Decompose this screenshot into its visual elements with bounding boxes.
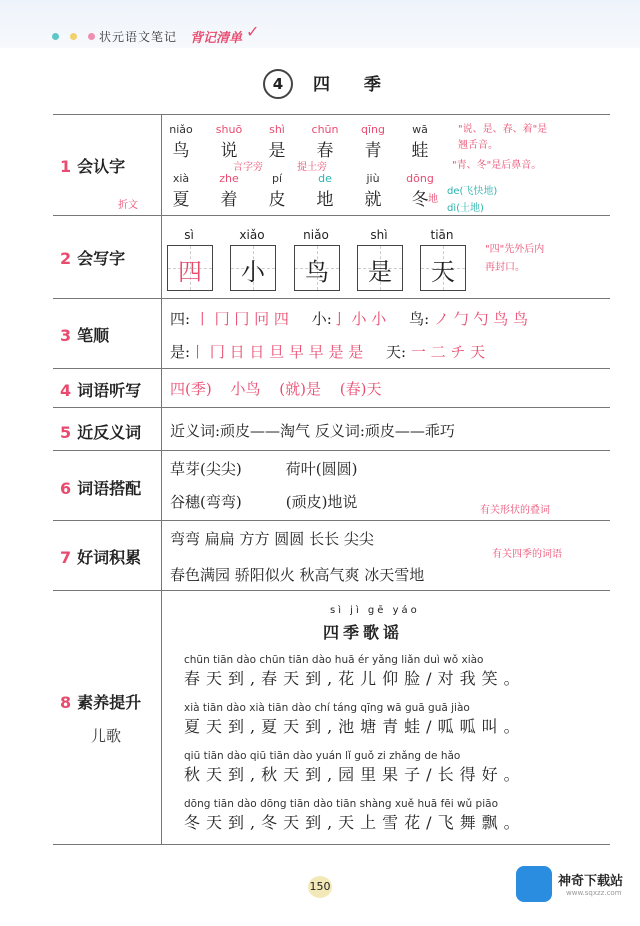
cube-logo-icon: [516, 866, 552, 902]
annotation: 言字旁: [233, 162, 263, 173]
lesson-number: 4: [263, 69, 293, 99]
annotation: "四"先外后内: [485, 244, 545, 255]
pinyin: qīng: [361, 123, 385, 136]
pinyin: niǎo: [303, 228, 329, 242]
annotation: 有关四季的词语: [492, 549, 562, 560]
section-label-7: 7 好词积累: [60, 548, 142, 567]
pinyin: xiǎo: [239, 228, 265, 242]
check-icon: ✓: [246, 22, 260, 41]
pinyin: niǎo: [169, 123, 193, 136]
dot-icon: [52, 33, 59, 40]
table-column-divider: [161, 114, 162, 844]
pinyin: wā: [412, 123, 428, 136]
pinyin: chūn: [311, 123, 339, 136]
poem-pinyin: xià tiān dào xià tiān dào chí táng qīng wā guā guā jiào: [184, 702, 470, 714]
writing-box: 天: [420, 245, 466, 291]
pinyin: sì: [184, 228, 194, 242]
poem-line: 春天到,春天到,花儿仰脸/对我笑。: [184, 669, 526, 688]
pinyin: dōng: [406, 172, 434, 185]
poem-pinyin: qiū tiān dào qiū tiān dào yuán lǐ guǒ zi zhǎng de hǎo: [184, 750, 461, 762]
watermark-url: www.sqxzz.com: [566, 889, 622, 897]
table-border: [53, 844, 610, 845]
annotation: 翘舌音。: [458, 140, 498, 151]
section-label-4: 4 词语听写: [60, 381, 142, 400]
poem-title-pinyin: sì jì gē yáo: [330, 605, 420, 616]
hanzi: 地: [316, 190, 334, 210]
pinyin: de: [318, 172, 332, 185]
writing-box: 四: [167, 245, 213, 291]
section-label-1: 1 会认字: [60, 157, 126, 176]
annotation: "青、冬"是后鼻音。: [452, 160, 542, 171]
synonym-row: 近义词:顽皮——淘气 反义词:顽皮——乖巧: [170, 422, 455, 440]
pinyin: tiān: [430, 228, 454, 242]
dot-icon: [88, 33, 95, 40]
pinyin: shì: [370, 228, 388, 242]
annotation: 地: [428, 194, 438, 205]
annotation: de(飞快地): [447, 186, 498, 197]
hanzi: 鸟: [172, 141, 190, 161]
pinyin: jiù: [366, 172, 380, 185]
hanzi: 蛙: [411, 141, 429, 161]
section-label-3: 3 笔顺: [60, 326, 110, 345]
annotation: 有关形状的叠词: [480, 505, 550, 516]
annotation: 折文: [118, 200, 138, 211]
writing-box: 鸟: [294, 245, 340, 291]
dictation-row: 四(季) 小鸟 (就)是 (春)天: [170, 380, 382, 398]
section-sublabel: 儿歌: [91, 727, 122, 745]
brand-name: 状元语文笔记: [99, 30, 178, 44]
collocation-row: 谷穗(弯弯) (顽皮)地说: [170, 493, 358, 511]
table-divider: [53, 215, 610, 216]
stroke-order-row: 四: 丨 冂 冂 冋 四 小:亅 小 小 鸟: ノ 勹 勺 鸟 鸟: [170, 310, 529, 328]
hanzi: 说: [220, 141, 238, 161]
lesson-title: 四 季: [313, 75, 395, 95]
pinyin: shì: [269, 123, 285, 136]
collocation-row: 草芽(尖尖) 荷叶(圆圆): [170, 460, 358, 478]
writing-box: 是: [357, 245, 403, 291]
pinyin: pí: [271, 172, 283, 185]
section-label-2: 2 会写字: [60, 249, 126, 268]
hanzi: 冬: [411, 190, 429, 210]
section-label-5: 5 近反义词: [60, 423, 142, 442]
table-border: [53, 114, 610, 115]
section-label-8: 8 素养提升: [60, 693, 142, 712]
poem-line: 夏天到,夏天到,池塘青蛙/呱呱叫。: [184, 717, 526, 736]
poem-title: 四季歌谣: [323, 623, 404, 642]
hanzi: 就: [364, 190, 382, 210]
pinyin: xià: [172, 172, 190, 185]
section-tag: 背记清单: [190, 31, 243, 46]
annotation: "说、是、春、着"是: [458, 124, 548, 135]
table-divider: [53, 590, 610, 591]
word-row: 弯弯 扁扁 方方 圆圆 长长 尖尖: [170, 530, 374, 548]
writing-box: 小: [230, 245, 276, 291]
hanzi: 青: [364, 141, 382, 161]
hanzi: 皮: [268, 190, 286, 210]
poem-line: 冬天到,冬天到,天上雪花/飞舞飘。: [184, 813, 526, 832]
poem-pinyin: dōng tiān dào dōng tiān dào tiān shàng xuě huā fēi wǔ piāo: [184, 798, 498, 810]
poem-line: 秋天到,秋天到,园里果子/长得好。: [184, 765, 526, 784]
page-number: 150: [308, 876, 332, 898]
table-divider: [53, 450, 610, 451]
hanzi: 夏: [172, 190, 190, 210]
table-divider: [53, 368, 610, 369]
annotation: 提土旁: [297, 162, 327, 173]
stroke-order-row: 是:丨 冂 日 日 旦 早 早 是 是 天: 一 二 チ 天: [170, 343, 486, 361]
header-bar: [0, 0, 640, 48]
poem-pinyin: chūn tiān dào chūn tiān dào huā ér yǎng liǎn duì wǒ xiào: [184, 654, 484, 666]
hanzi: 春: [316, 141, 334, 161]
annotation: 再封口。: [485, 262, 525, 273]
pinyin: zhe: [219, 172, 239, 185]
hanzi: 着: [220, 190, 238, 210]
pinyin: shuō: [215, 123, 243, 136]
section-label-6: 6 词语搭配: [60, 479, 142, 498]
dot-icon: [70, 33, 77, 40]
word-row: 春色满园 骄阳似火 秋高气爽 冰天雪地: [170, 566, 425, 584]
table-divider: [53, 407, 610, 408]
hanzi: 是: [268, 141, 286, 161]
table-divider: [53, 298, 610, 299]
watermark-name: 神奇下载站: [558, 874, 624, 889]
annotation: dì(土地): [447, 203, 484, 214]
table-divider: [53, 520, 610, 521]
